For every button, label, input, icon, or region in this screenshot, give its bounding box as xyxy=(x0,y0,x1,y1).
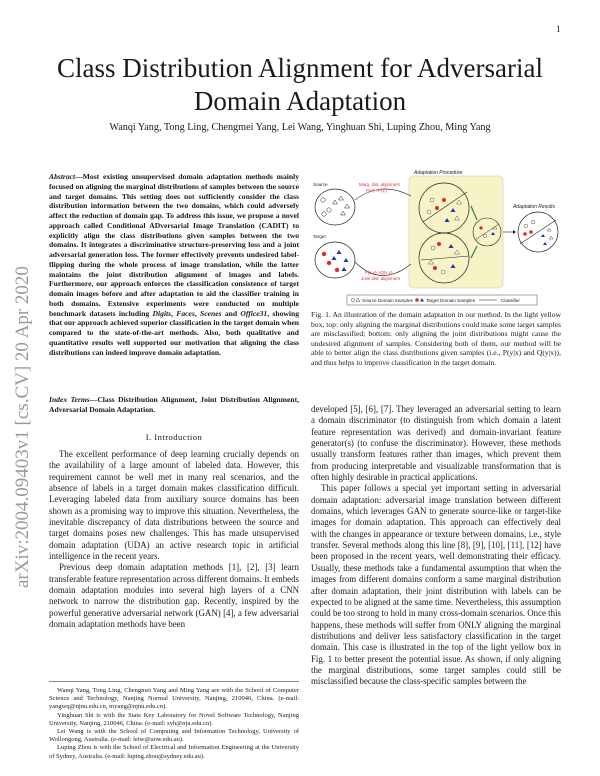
index-terms xyxy=(49,395,299,415)
dataset-digits: Digits xyxy=(152,308,172,318)
dataset-scenes: Scenes xyxy=(200,308,222,318)
fig-label-target: Target xyxy=(313,234,326,239)
legend-classifier: Classifier xyxy=(501,297,520,303)
paper-title xyxy=(40,52,560,118)
index-terms-lead: Index Terms xyxy=(49,395,90,404)
footnote: Yinghuan Shi is with the State Key Laboratory for Novel Software Technology, Nanjing University, Nanjing, 210046, China. (e-mail: syh@nju.edu.cn). xyxy=(49,711,299,727)
fig-label-procedure: Adaptation Procedure xyxy=(414,170,463,176)
intro-paragraph: This paper follows a special yet important setting in adversarial domain adaptation: adversarial image translation between different domains, which leverages GAN to generate source-like or target-like images for domain adaptation. This approach can effectively deal with the changes in appearance or texture between domains, i.e., style transfer. Several methods along this line [8], [9], [10], [11], [12] have been proposed in the recent years, well demonstrating their efficacy. Usually, these methods take a fundamental assumption that when the images from different domains conform a same marginal distribution after domain adaptation, their joint distribution with labels can be expected to be aligned at the same time. Nevertheless, this assumption could be too strong to hold in many cross-domain scenarios. Once this happens, these methods will suffer from ONLY aligning the marginal distributions and deliver less satisfactory classification in the target domain. This case is illustrated in the top of the light yellow box in Fig. 1 to better present the potential issue. As shown, if only aligning the marginal distributions, some target samples could still be misclassified because the class-specific samples between the xyxy=(311,483,561,687)
abstract-sep-1: , xyxy=(171,308,177,318)
target-samples xyxy=(322,250,349,272)
intro-paragraph: The excellent performance of deep learning crucially depends on the availability of a large amount of labeled data. However, this requirement cannot be well met in many real scenarios, and the absence of labels in a target domain makes classification difficult. Leveraging labeled data from auxiliary source domains has been shown as a promising way to improve this situation. Nevertheless, the inevitable discrepancy of data distributions between the source and target domains poses new challenges. This has made unsupervised domain adaptation (UDA) an active research topic in artificial intelligence in the recent years. xyxy=(49,449,299,562)
dataset-faces: Faces xyxy=(176,308,195,318)
arxiv-stamp xyxy=(6,120,36,590)
abstract xyxy=(49,172,299,357)
abstract-lead: Abstract xyxy=(49,172,76,181)
legend-source: Source Domain Samples xyxy=(362,297,413,303)
classifier-line-results xyxy=(520,220,556,244)
legend-target: Target Domain Samples xyxy=(426,297,476,303)
footnote: Luping Zhou is with the School of Electrical and Information Engineering at the University of Sydney, Australia. (e-mail: luping.zhou@sydney.edu.au). xyxy=(49,744,299,760)
arxiv-stamp-text: arXiv:2004.09403v1 [cs.CV] 20 Apr 2020 xyxy=(12,266,33,588)
abstract-sep-2: , xyxy=(194,308,201,318)
intro-paragraph: Previous deep domain adaptation methods [1], [2], [3] learn transferable feature representation across different domains. It embeds domain adaptation modules into several high layers of a CNN network to narrow the distribution gap. Recently, inspired by the powerful generative adversarial network (GAN) [4], a few adversarial domain adaptation methods have been xyxy=(49,562,299,630)
figure-1 xyxy=(311,170,563,310)
results-samples xyxy=(523,220,553,245)
fig-red-bottom-2: Joint dist. alignment xyxy=(361,276,400,281)
footnote: Wanqi Yang, Tong Ling, Chengmei Yang and Ming Yang are with the School of Computer Science and Technology, Nanjing Normal University, Nanjing, 210046, China. (e-mail: yangwq@njnu.edu.cn, myang@njnu.edu.cn). xyxy=(49,687,299,711)
abstract-text: —Most existing unsupervised domain adaptation methods mainly focused on aligning the marginal distributions of samples between the source and target domains. This setting does not sufficiently consider the class distribution information between the two domains, which could adversely affect the reduction of domain gap. To address this issue, we propose a novel approach called Conditional ADversarial Image Translation (CADIT) to explicitly align the class distributions given samples between the two domains. It integrates a discriminative structure-preserving loss and a joint adversarial generation loss. The former effectively prevents undesired label-flipping during the whole process of image translation, while the latter maintains the joint distribution alignment of images and labels. Furthermore, our approach enforces the classification consistence of target domain images before and after adaptation to aid the classifier training in both domains. Extensive experiments were conducted on multiple benchmark datasets including xyxy=(49,172,299,318)
footnote-rule xyxy=(49,681,299,682)
title-line-1: Class Distribution Alignment for Adversarial xyxy=(57,53,543,83)
fig-red-top-2: P(x)->P(x') xyxy=(366,188,387,193)
author-list: Wanqi Yang, Tong Ling, Chengmei Yang, Lei Wang, Yinghuan Shi, Luping Zhou, Ming Yang xyxy=(109,122,491,133)
title-line-2: Domain Adaptation xyxy=(193,86,407,116)
fig-label-source: Source xyxy=(313,182,328,187)
abstract-sep-3: and xyxy=(221,308,241,318)
figure-caption: Fig. 1. An illustration of the domain adaptation in our method. In the light yellow box, top: only aligning the marginal distributions could make some target samples are misclassified; bottom: only aligning the joint distributions might cause the undesired alignment of samples. Considering both of them, our method will be able to better align the class distributions given samples (i.e., P(y|x) and Q(y|x)), and thus helps to improve classification in the target domain. xyxy=(311,310,561,367)
section-heading: I. Introduction xyxy=(145,432,203,442)
dataset-office31: Office31 xyxy=(240,308,268,318)
footnote: Lei Wang is with the School of Computing and Information Technology, University of Wollongong, Australia. (e-mail: leiw@uow.edu.au). xyxy=(49,728,299,744)
fig-red-bottom-1: P(x,y)->Q(x,y) xyxy=(365,270,393,275)
intro-column-right xyxy=(311,404,561,688)
source-samples xyxy=(321,196,350,216)
page-number: 1 xyxy=(556,24,561,34)
intro-paragraph: developed [5], [6], [7]. They leveraged an adversarial setting to learn a domain discriminator (to distinguish from which domain a latent feature representation was derived) and domain-invariant feature generator(s) (to confuse the discriminator). However, these methods usually transform features rather than images, which prevent them from producing interpretable and visualizable transformation that is often highly desirable in practical applications. xyxy=(311,404,561,483)
index-terms-text: —Class Distribution Alignment, Joint Distribution Alignment, Adversarial Domain Adaptation. xyxy=(49,395,299,414)
footnotes xyxy=(49,681,299,761)
fig-red-top-1: Marg. dist. alignment xyxy=(359,182,400,187)
abstract-text-2: , showing that our approach achieved superior classification in the target domain when compared to the state-of-the-art methods. Also, both qualitative and quantitative results well supported our motivation that aligning the class distributions can indeed improve domain adaptation. xyxy=(49,308,300,357)
intro-column-left xyxy=(49,449,299,631)
fig-label-results: Adaptation Results xyxy=(513,204,555,210)
